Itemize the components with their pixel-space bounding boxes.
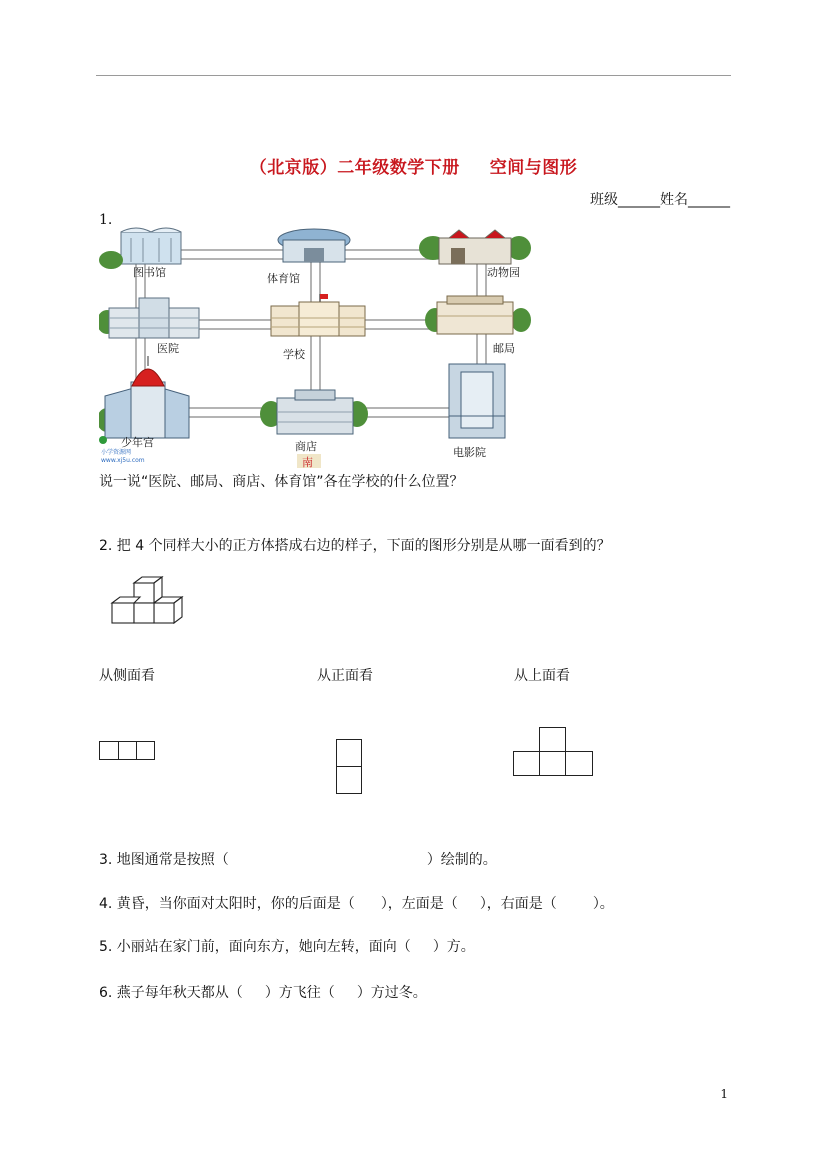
campus-map-image xyxy=(99,226,531,470)
post-office-building xyxy=(425,296,531,334)
header-rule xyxy=(96,75,731,76)
q4-line: 4. 黄昏，当你面对太阳时，你的后面是（ ），左面是（ ），右面是（ ）。 xyxy=(99,896,614,912)
page-number: 1 xyxy=(720,1087,728,1101)
cinema-building xyxy=(449,364,505,438)
map-label-stadium: 体育馆 xyxy=(267,272,300,285)
title-left: （北京版）二年级数学下册 xyxy=(249,158,460,178)
shop-building xyxy=(260,390,368,434)
hospital-building xyxy=(99,298,199,338)
q2-text: 2. 把 4 个同样大小的正方体搭成右边的样子，下面的图形分别是从哪一面看到的？ xyxy=(99,538,611,554)
view-label-side: 从侧面看 xyxy=(99,668,155,684)
map-label-library: 图书馆 xyxy=(133,266,166,279)
map-label-cinema: 电影院 xyxy=(453,446,486,459)
q1-prompt: 说一说“医院、邮局、商店、体育馆”各在学校的什么位置？ xyxy=(99,474,464,490)
page-title xyxy=(0,153,827,178)
q5-line: 5. 小丽站在家门前，面向东方，她向左转，面向（ ）方。 xyxy=(99,939,475,955)
map-label-south: 南 xyxy=(302,456,313,469)
view-label-front: 从正面看 xyxy=(317,668,373,684)
q3-line: 3. 地图通常是按照（ ）绘制的。 xyxy=(99,852,497,868)
zoo-building xyxy=(419,230,531,264)
library-building xyxy=(99,228,181,269)
map-label-zoo: 动物园 xyxy=(487,266,520,279)
map-label-school: 学校 xyxy=(283,348,305,361)
stadium-building xyxy=(278,229,350,262)
class-name-line: 班级______姓名______ xyxy=(590,192,730,208)
title-right: 空间与图形 xyxy=(489,158,578,178)
watermark-url: www.xj5u.com xyxy=(101,457,145,464)
map-label-post-office: 邮局 xyxy=(493,342,515,355)
map-label-hospital: 医院 xyxy=(157,342,179,355)
cube-stack-figure xyxy=(110,575,184,625)
q6-line: 6. 燕子每年秋天都从（ ）方飞往（ ）方过冬。 xyxy=(99,985,427,1001)
map-label-shop: 商店 xyxy=(295,440,317,453)
q1-number: 1. xyxy=(99,212,113,228)
watermark-cn: 小学资源网 xyxy=(101,449,132,456)
view-label-top: 从上面看 xyxy=(514,668,570,684)
south-marker xyxy=(297,454,321,469)
map-label-youth-palace: 少年宫 xyxy=(121,436,154,449)
